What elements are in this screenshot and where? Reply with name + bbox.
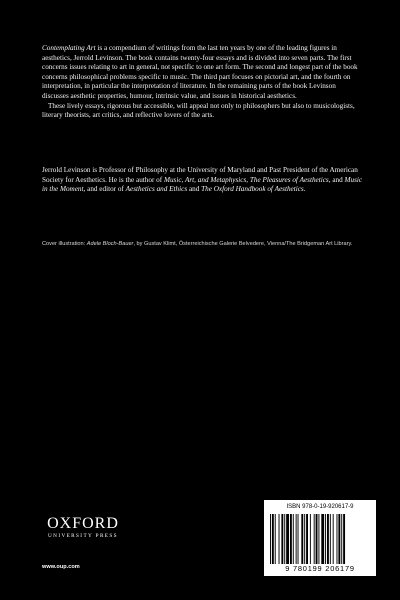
publisher-name: OXFORD [47,515,119,532]
blurb-text [42,44,364,121]
book-title: Contemplating Art [42,44,96,52]
cover-credit: Cover illustration: Adele Bloch-Bauer, by Gustav Klimt, Österreichische Galerie Belvedere, Vienna/The Bridgeman Art Library. [42,241,353,247]
publisher-press: UNIVERSITY PRESS [48,533,118,539]
publisher-logo [42,516,124,539]
blurb-paragraph-1: Contemplating Art is a compendium of writings from the last ten years by one of the leading figures in aesthetics, Jerrold Levinson. The book contains twenty-four essays and is divided into seven parts. The first concerns issues relating to art in general, not specific to one art form. The second and longest part of the book concerns philosophical problems specific to music. The third part focuses on pictorial art, and the fourth on interpretation, in particular the interpretation of literature. In the remaining parts of the book Levinson discusses aesthetic properties, humour, intrinsic value, and issues in historical aesthetics. [42,44,358,100]
isbn-label: ISBN 978-0-19-920617-9 [286,504,354,510]
blurb-paragraph-2: These lively essays, rigorous but accessible, will appeal not only to philosophers but also to musicologists, literary theorists, art critics, and reflective lovers of the arts. [42,101,355,120]
barcode-digits: 9 780199 206179 [285,564,355,573]
publisher-site: www.oup.com [42,564,80,570]
barcode-icon [270,514,370,564]
author-bio: Jerrold Levinson is Professor of Philosophy at the University of Maryland and Past President of the American Society for Aesthetics. He is the author of Music, Art, and Metaphysics, The Pleasures of Aesthetics, and Music in the Moment, and editor of Aesthetics and Ethics and The Oxford Handbook of Aesthetics. [42,166,363,194]
barcode-box [264,500,376,576]
